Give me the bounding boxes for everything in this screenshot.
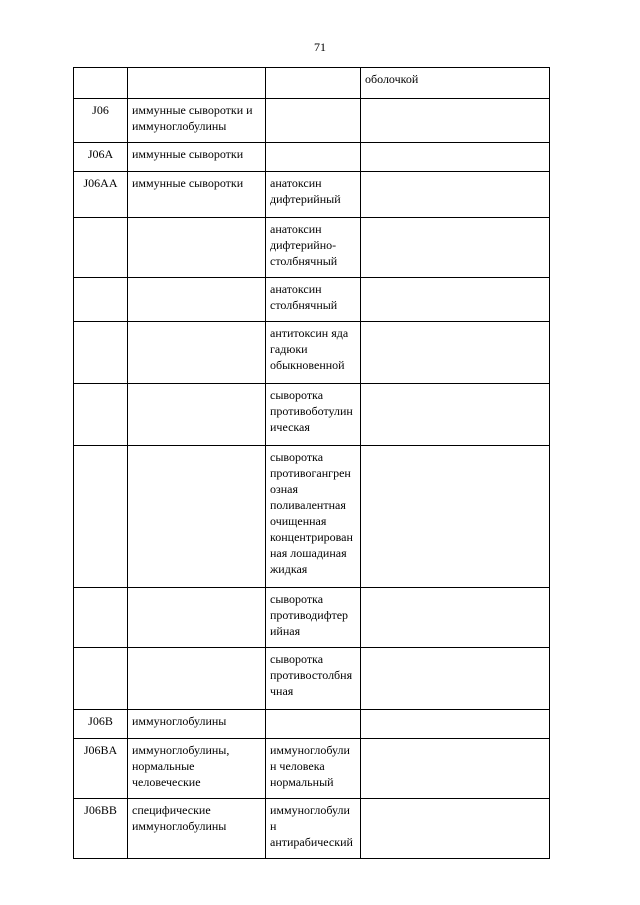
group-cell: иммунные сыворотки [128,172,266,218]
page-number: 71 [314,40,326,54]
atc-code-cell: J06A [74,143,128,172]
drug-name-cell: иммуноглобули н антирабический [266,799,361,859]
drug-name-cell: сыворотка противостолбня чная [266,648,361,710]
dosage-form-cell [361,172,550,218]
drug-name-cell [266,143,361,172]
atc-code-cell [74,322,128,384]
atc-code-cell: J06B [74,710,128,739]
group-cell: иммунные сыворотки и иммуноглобулины [128,99,266,143]
atc-code-cell [74,384,128,446]
table-row [74,68,550,99]
drug-name-cell: анатоксин дифтерийный [266,172,361,218]
dosage-form-cell [361,322,550,384]
table-row [74,799,550,859]
atc-code-cell [74,446,128,588]
atc-code-cell [74,218,128,278]
table-row [74,172,550,218]
dosage-form-cell [361,218,550,278]
group-cell [128,446,266,588]
table-row [74,648,550,710]
atc-code-cell [74,648,128,710]
table-row [74,384,550,446]
drug-name-cell: анатоксин столбнячный [266,278,361,322]
dosage-form-cell [361,99,550,143]
drug-name-cell [266,710,361,739]
dosage-form-cell [361,799,550,859]
table-row [74,99,550,143]
dosage-form-cell [361,446,550,588]
group-cell [128,322,266,384]
drug-name-cell: сыворотка противоботулин ическая [266,384,361,446]
dosage-form-cell: оболочкой [361,68,550,99]
table-row [74,739,550,799]
dosage-form-cell [361,143,550,172]
atc-code-cell: J06AA [74,172,128,218]
atc-code-cell [74,278,128,322]
group-cell [128,278,266,322]
atc-code-cell: J06BB [74,799,128,859]
drug-name-cell: сыворотка противогангрен озная поливалентная очищенная концентрирован ная лошадиная жидкая [266,446,361,588]
atc-code-cell [74,588,128,648]
atc-code-cell: J06 [74,99,128,143]
group-cell: иммуноглобулины, нормальные человеческие [128,739,266,799]
table-row [74,710,550,739]
drug-name-cell [266,99,361,143]
dosage-form-cell [361,278,550,322]
group-cell [128,68,266,99]
group-cell [128,588,266,648]
dosage-form-cell [361,588,550,648]
atc-code-cell: J06BA [74,739,128,799]
dosage-form-cell [361,648,550,710]
drug-table [73,67,550,859]
dosage-form-cell [361,739,550,799]
drug-name-cell: анатоксин дифтерийно-столбнячный [266,218,361,278]
dosage-form-cell [361,710,550,739]
table-row [74,143,550,172]
table-row [74,278,550,322]
group-cell [128,648,266,710]
drug-name-cell [266,68,361,99]
table-row [74,322,550,384]
table-row [74,588,550,648]
drug-name-cell: сыворотка противодифтер ийная [266,588,361,648]
drug-name-cell: иммуноглобули н человека нормальный [266,739,361,799]
group-cell: специфические иммуноглобулины [128,799,266,859]
group-cell [128,218,266,278]
dosage-form-cell [361,384,550,446]
table-row [74,218,550,278]
group-cell: иммунные сыворотки [128,143,266,172]
atc-code-cell [74,68,128,99]
group-cell [128,384,266,446]
table-row [74,446,550,588]
drug-name-cell: антитоксин яда гадюки обыкновенной [266,322,361,384]
group-cell: иммуноглобулины [128,710,266,739]
